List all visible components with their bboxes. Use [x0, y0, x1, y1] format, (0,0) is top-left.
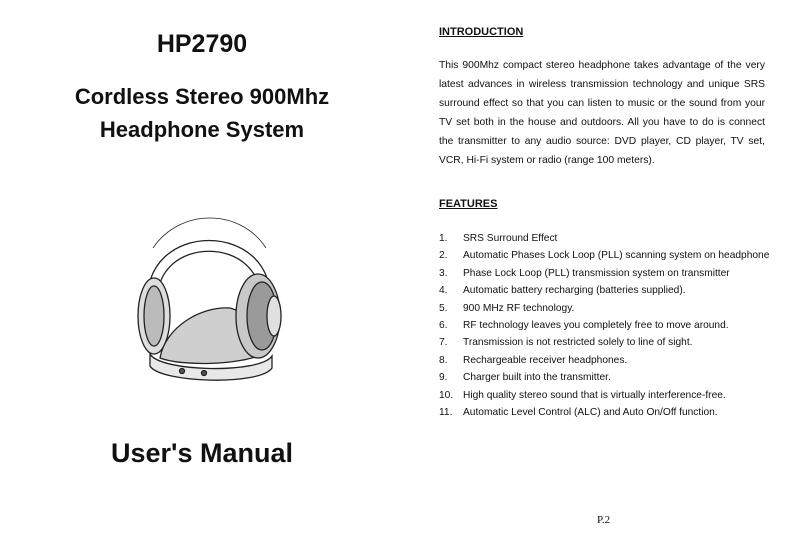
item-number: 6. [439, 319, 448, 331]
item-number: 2. [439, 250, 448, 262]
item-number: 9. [439, 372, 448, 384]
item-number: 5. [439, 302, 448, 314]
item-text: Transmission is not restricted solely to line of sight. [463, 337, 693, 349]
list-item [439, 230, 779, 247]
list-item [439, 352, 779, 369]
item-text: Automatic Level Control (ALC) and Auto On/Off function. [463, 406, 718, 418]
list-item [439, 282, 779, 299]
list-item [439, 369, 779, 386]
content-page [404, 0, 808, 552]
product-title-line: Headphone System [99, 117, 305, 142]
item-text: Charger built into the transmitter. [463, 372, 611, 384]
list-item [439, 334, 779, 351]
model-number: HP2790 [156, 30, 248, 58]
item-text: Phase Lock Loop (PLL) transmission system on transmitter [463, 267, 730, 279]
headphone-illustration [120, 188, 300, 388]
item-text: Automatic Phases Lock Loop (PLL) scanning system on headphone [463, 250, 770, 262]
list-item [439, 317, 779, 334]
list-item [439, 265, 779, 282]
list-item [439, 404, 779, 421]
item-text: 900 MHz RF technology. [463, 302, 575, 314]
features-list [439, 230, 779, 421]
item-text: Rechargeable receiver headphones. [463, 354, 628, 366]
list-item [439, 300, 779, 317]
product-title-line: Cordless Stereo 900Mhz [74, 84, 330, 109]
item-text: SRS Surround Effect [463, 233, 558, 244]
item-number: 3. [439, 267, 448, 279]
item-text: RF technology leaves you completely free to move around. [463, 319, 729, 331]
item-number: 11. [439, 406, 453, 418]
list-item [439, 387, 779, 404]
item-number: 10. [439, 389, 454, 401]
item-number: 7. [439, 337, 448, 349]
introduction-text: This 900Mhz compact stereo headphone takes advantage of the very latest advances in wireless transmission technology and unique SRS surround effect so that you can listen to music or the sound from your TV set both in the house and outdoors. All you have to do is connect the transmitter to any audio source: DVD player, CD player, TV set, VCR, Hi-Fi system or radio (range 100 meters). [439, 60, 765, 166]
manual-title: User's Manual [111, 438, 293, 468]
item-number: 1. [439, 233, 448, 244]
item-text: Automatic battery recharging (batteries supplied). [463, 285, 686, 297]
introduction-heading: INTRODUCTION [439, 26, 524, 38]
item-number: 4. [439, 285, 448, 297]
list-item [439, 247, 779, 264]
features-heading: FEATURES [439, 198, 498, 210]
product-title [0, 80, 404, 146]
item-text: High quality stereo sound that is virtually interference-free. [463, 389, 726, 401]
item-number: 8. [439, 354, 448, 366]
page-number: P.2 [597, 514, 611, 526]
